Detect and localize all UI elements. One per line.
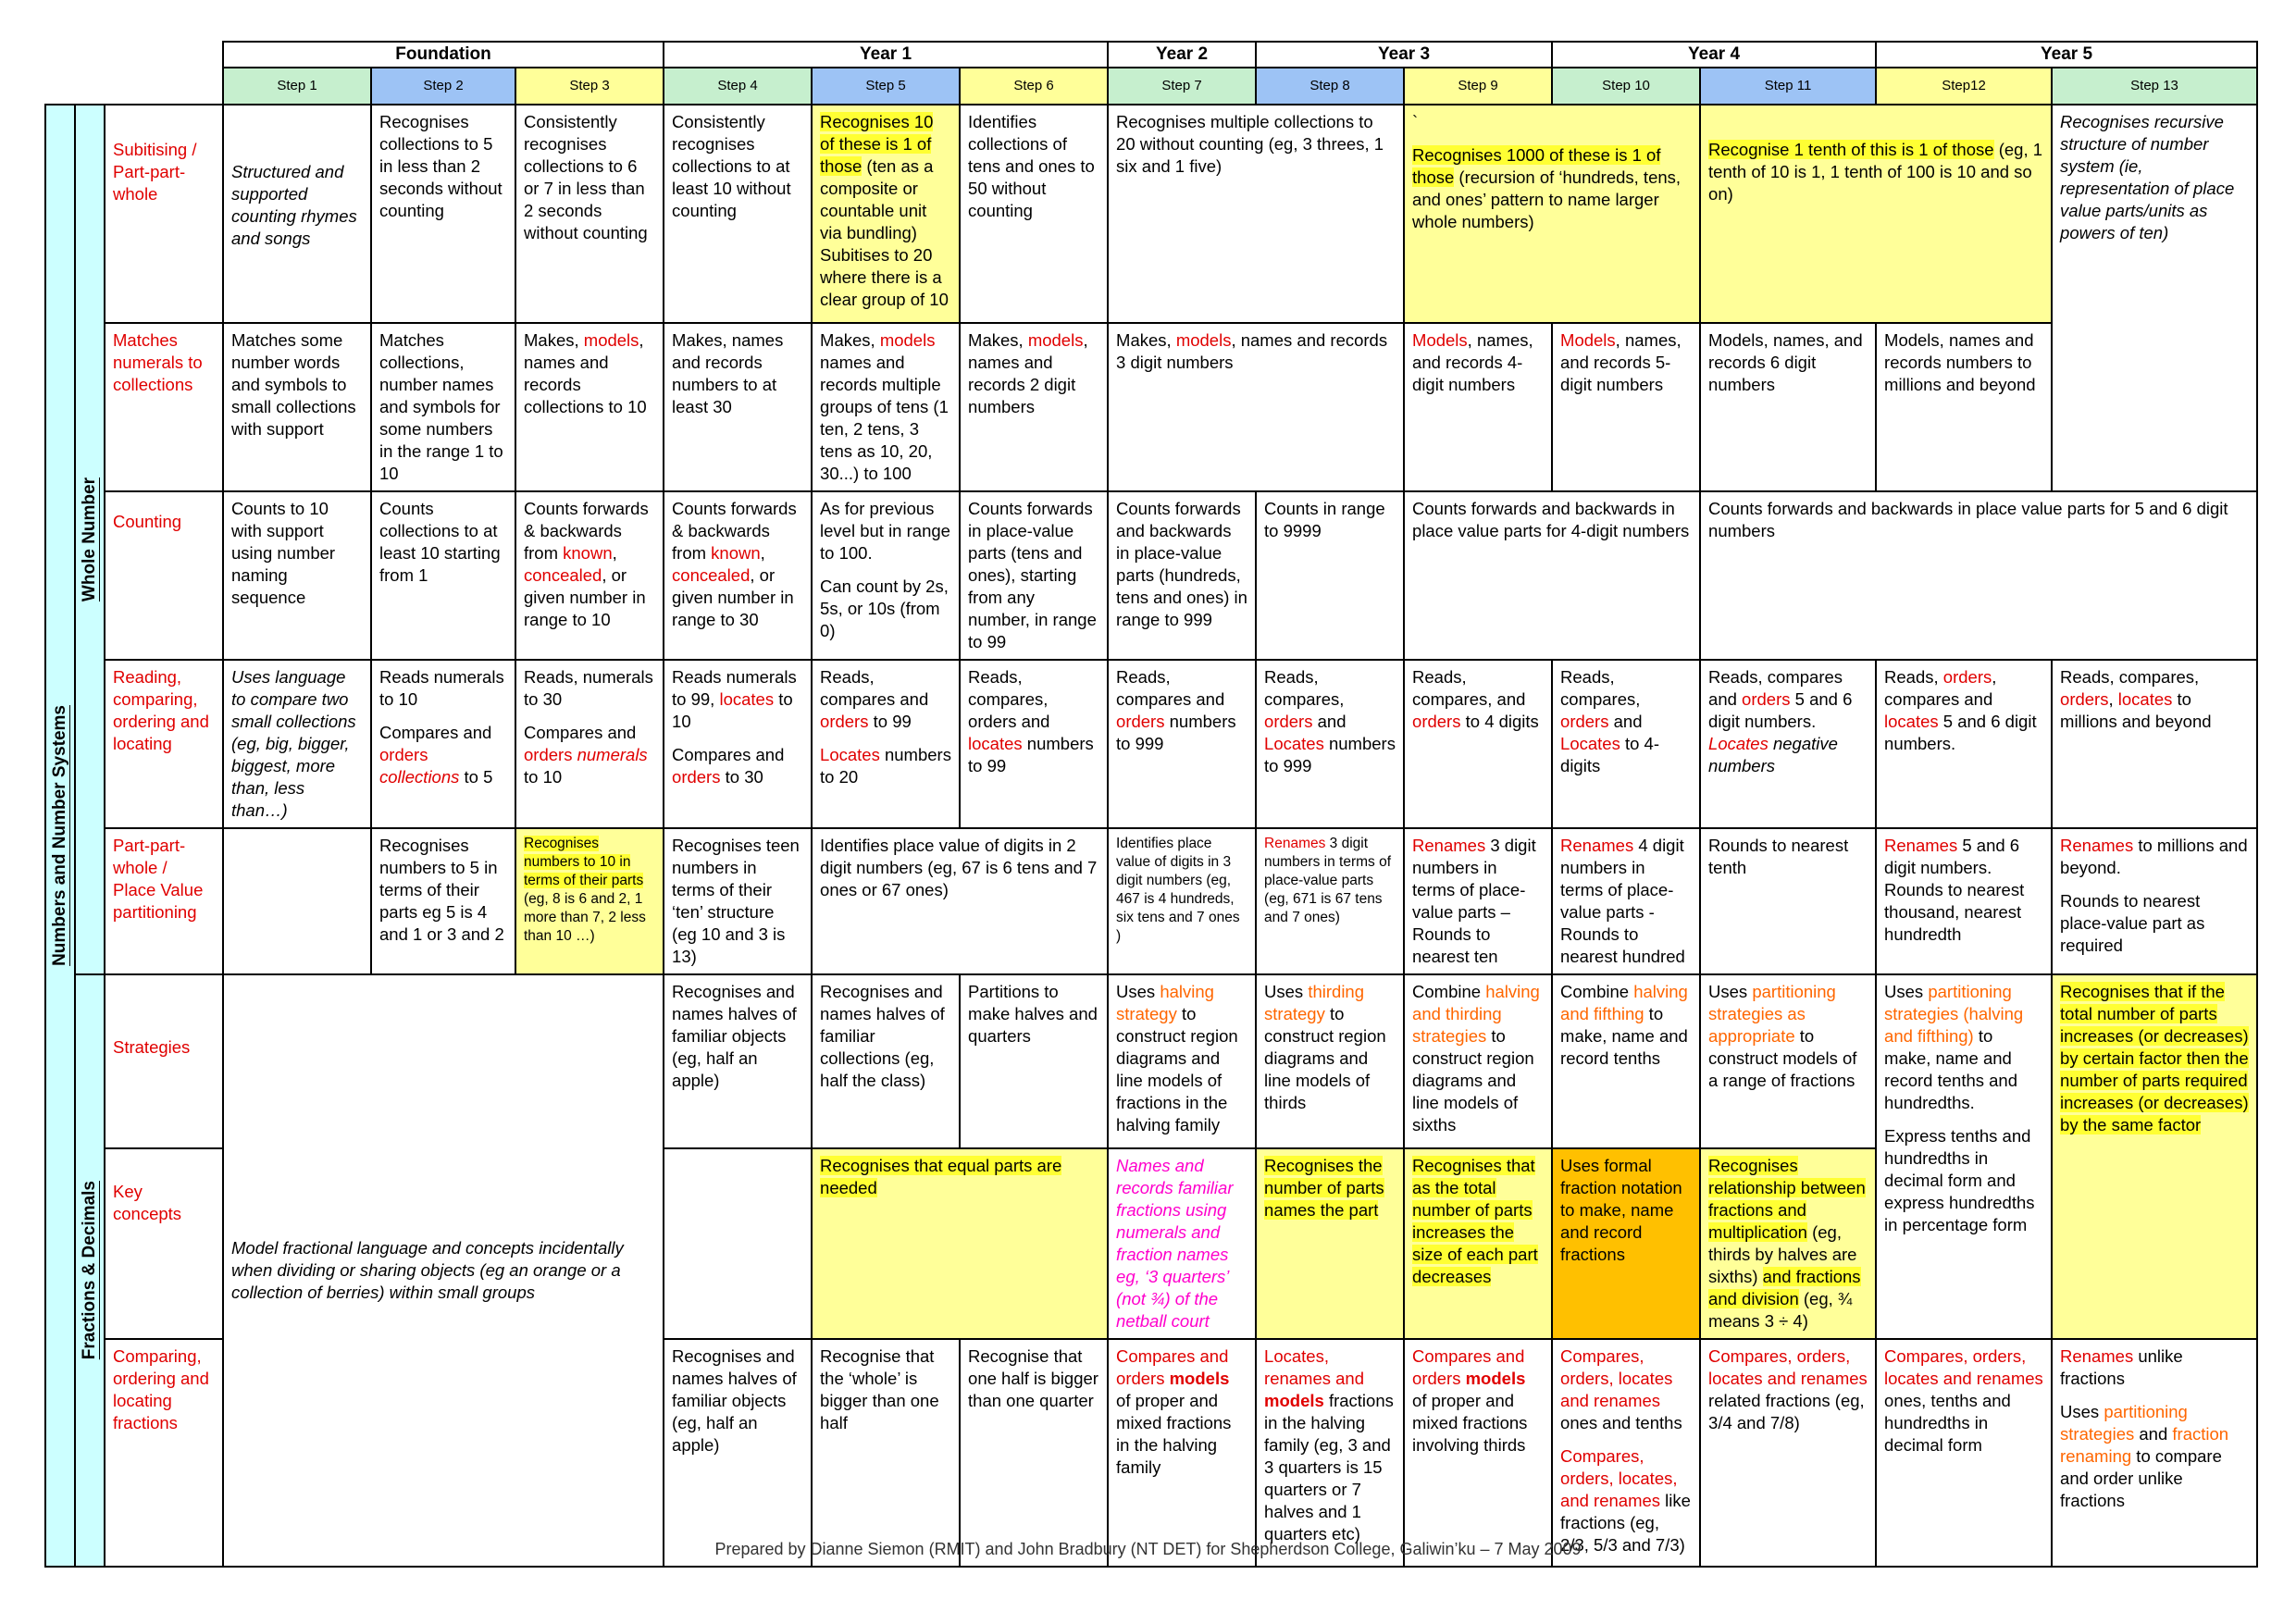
key-step9: Recognises that as the total number of parts increases the size of each part decreases [1404,1148,1552,1339]
strategies-step12: Uses partitioning strategies (halving and fifthing) to make, name and record tenths and hundredths. Express tenths and hundredths in decimal form and express hundredths in percentage form [1876,974,2052,1339]
strategies-step7: Uses halving strategy to construct region diagrams and line models of fractions in the halving family [1108,974,1256,1148]
reading-step9: Reads, compares, and orders to 4 digits [1404,660,1552,828]
strategies-step9: Combine halving and thirding strategies to construct region diagrams and line models of sixths [1404,974,1552,1148]
key-step5-6: Recognises that equal parts are needed [812,1148,1108,1339]
strategies-step11: Uses partitioning strategies as appropriate to construct models of a range of fractions [1700,974,1876,1148]
row-place-value [45,828,2257,974]
reading-step3: Reads, numerals to 30 Compares and orders numerals to 10 [515,660,664,828]
row-reading [45,660,2257,828]
step-11: Step 11 [1700,68,1876,105]
strategies-step6: Partitions to make halves and quarters [960,974,1108,1148]
subitising-step4: Consistently recognises collections to at least 10 without counting [664,105,812,323]
comparing-step4: Recognises and names halves of familiar objects (eg, half an apple) [664,1339,812,1567]
counting-step5: As for previous level but in range to 100. Can count by 2s, 5s, or 10s (from 0) [812,491,960,660]
reading-step2: Reads numerals to 10 Compares and orders collections to 5 [371,660,515,828]
ppw-step1 [223,828,371,974]
step-6: Step 6 [960,68,1108,105]
ppw-step11: Rounds to nearest tenth [1700,828,1876,974]
year-foundation: Foundation [223,42,664,68]
reading-step6: Reads, compares, orders and locates numbers to 99 [960,660,1108,828]
curriculum-matrix [44,41,2253,1568]
row-strategies [45,974,2257,1148]
counting-step1: Counts to 10 with support using number naming sequence [223,491,371,660]
row-subitising [45,105,2257,323]
reading-step8: Reads, compares, orders and Locates numbers to 999 [1256,660,1404,828]
matches-step5: Makes, models names and records multiple groups of tens (1 ten, 2 tens, 3 tens as 10, 20, 30...) to 100 [812,323,960,491]
sub-whole-number [75,105,105,974]
ppw-step9: Renames 3 digit numbers in terms of place-value parts – Rounds to nearest ten [1404,828,1552,974]
year-5: Year 5 [1876,42,2257,68]
ppw-step7: Identifies place value of digits in 3 digit numbers (eg, 467 is 4 hundreds, six tens and 7 ones ) [1108,828,1256,974]
footer-credit: Prepared by Dianne Siemon (RMIT) and John Bradbury (NT DET) for Shepherdson College, Galiwin’ku – 7 May 2009 [714,1540,1582,1558]
ppw-step13: Renames to millions and beyond. Rounds to nearest place-value part as required [2052,828,2257,974]
year-header-row [45,42,2257,68]
subitising-step1: Structured and supported counting rhymes and songs [223,105,371,323]
ppw-step5-6: Identifies place value of digits in 2 digit numbers (eg, 67 is 6 tens and 7 ones or 67 ones) [812,828,1108,974]
year-2: Year 2 [1108,42,1256,68]
ppw-step10: Renames 4 digit numbers in terms of place-value parts - Rounds to nearest hundred [1552,828,1700,974]
step-13: Step 13 [2052,68,2257,105]
sub-fractions [75,974,105,1567]
reading-step13: Reads, compares, orders, locates to millions and beyond [2052,660,2257,828]
strategies-step10: Combine halving and fifthing to make, name and record tenths [1552,974,1700,1148]
strategies-step5: Recognises and names halves of familiar collections (eg, half the class) [812,974,960,1148]
comparing-step11: Compares, orders, locates and renames related fractions (eg, 3/4 and 7/8) [1700,1339,1876,1567]
topic-place-value: Part-part-whole / Place Value partitioning [105,828,223,974]
topic-counting: Counting [105,491,223,660]
subitising-step5: Recognises 10 of these is 1 of those (ten as a composite or countable unit via bundling) Subitises to 20 where there is a clear group of 10 [812,105,960,323]
step-12: Step12 [1876,68,2052,105]
strand-label: Numbers and Number Systems [50,705,69,966]
counting-step7: Counts forwards and backwards in place-value parts (hundreds, tens and ones) in range to 999 [1108,491,1256,660]
reading-step5: Reads, compares and orders to 99 Locates numbers to 20 [812,660,960,828]
step-2: Step 2 [371,68,515,105]
strategies-step4: Recognises and names halves of familiar objects (eg, half an apple) [664,974,812,1148]
strategies-step13: Recognises that if the total number of parts increases (or decreases) by certain factor then the number of parts required increases (or decreases) by the same factor [2052,974,2257,1339]
subitising-step7-8: Recognises multiple collections to 20 without counting (eg, 3 threes, 1 six and 1 five) [1108,105,1404,323]
counting-step2: Counts collections to at least 10 starting from 1 [371,491,515,660]
topic-matches: Matches numerals to collections [105,323,223,491]
matches-step6: Makes, models, names and records 2 digit numbers [960,323,1108,491]
subitising-step3: Consistently recognises collections to 6 or 7 in less than 2 seconds without counting [515,105,664,323]
topic-reading: Reading, comparing, ordering and locating [105,660,223,828]
comparing-step7: Compares and orders models of proper and mixed fractions in the halving family [1108,1339,1256,1567]
comparing-step10: Compares, orders, locates and renames ones and tenths Compares, orders, locates, and renames like fractions (eg, 2/3, 5/3 and 7/3) [1552,1339,1700,1567]
matches-step12: Models, names and records numbers to millions and beyond [1876,323,2052,491]
matches-step3: Makes, models, names and records collections to 10 [515,323,664,491]
row-matches [45,323,2257,491]
ppw-step8: Renames 3 digit numbers in terms of place-value parts (eg, 671 is 67 tens and 7 ones) [1256,828,1404,974]
matches-step10: Models, names, and records 5-digit numbers [1552,323,1700,491]
counting-step6: Counts forwards in place-value parts (tens and ones), starting from any number, in range to 99 [960,491,1108,660]
step-4: Step 4 [664,68,812,105]
subitising-step9-10: ` Recognises 1000 of these is 1 of those (recursion of ‘hundreds, tens, and ones’ pattern to name larger whole numbers) [1404,105,1700,323]
subitising-step13: Recognises recursive structure of number system (ie, representation of place value parts/units as powers of ten) [2052,105,2257,491]
comparing-step12: Compares, orders, locates and renames ones, tenths and hundredths in decimal form [1876,1339,2052,1567]
topic-subitising: Subitising / Part-part-whole [105,105,223,323]
counting-step3: Counts forwards & backwards from known, concealed, or given number in range to 10 [515,491,664,660]
strategies-step8: Uses thirding strategy to construct region diagrams and line models of thirds [1256,974,1404,1148]
step-1: Step 1 [223,68,371,105]
strand-cell [45,105,75,1567]
step-10: Step 10 [1552,68,1700,105]
reading-step12: Reads, orders, compares and locates 5 and 6 digit numbers. [1876,660,2052,828]
reading-step7: Reads, compares and orders numbers to 999 [1108,660,1256,828]
key-step10: Uses formal fraction notation to make, name and record fractions [1552,1148,1700,1339]
ppw-step12: Renames 5 and 6 digit numbers. Rounds to nearest thousand, nearest hundredth [1876,828,2052,974]
step-header-row [45,68,2257,105]
key-step7: Names and records familiar fractions using numerals and fraction names eg, ‘3 quarters’ (not ¾) of the netball court [1108,1148,1256,1339]
sub-fractions-label: Fractions & Decimals [80,1181,99,1360]
comparing-step9: Compares and orders models of proper and mixed fractions involving thirds [1404,1339,1552,1567]
comparing-step6: Recognise that one half is bigger than one quarter [960,1339,1108,1567]
subitising-step11-12: Recognise 1 tenth of this is 1 of those (eg, 1 tenth of 10 is 1, 1 tenth of 100 is 10 and so on) [1700,105,2052,323]
ppw-step3: Recognises numbers to 10 in terms of their parts (eg, 8 is 6 and 2, 1 more than 7, 2 less than 10 …) [515,828,664,974]
step-9: Step 9 [1404,68,1552,105]
reading-step4: Reads numerals to 99, locates to 10 Compares and orders to 30 [664,660,812,828]
comparing-step8: Locates, renames and models fractions in the halving family (eg, 3 and 3 quarters is 15 quarters or 7 halves and 1 quarters etc) [1256,1339,1404,1567]
year-4: Year 4 [1552,42,1876,68]
comparing-step5: Recognise that the ‘whole’ is bigger than one half [812,1339,960,1567]
year-3: Year 3 [1256,42,1552,68]
ppw-step2: Recognises numbers to 5 in terms of their parts eg 5 is 4 and 1 or 3 and 2 [371,828,515,974]
step-5: Step 5 [812,68,960,105]
subitising-step2: Recognises collections to 5 in less than 2 seconds without counting [371,105,515,323]
key-step4 [664,1148,812,1339]
matches-step2: Matches collections, number names and symbols for some numbers in the range 1 to 10 [371,323,515,491]
counting-step4: Counts forwards & backwards from known, concealed, or given number in range to 30 [664,491,812,660]
year-1: Year 1 [664,42,1108,68]
counting-step11-13: Counts forwards and backwards in place value parts for 5 and 6 digit numbers [1700,491,2257,660]
step-8: Step 8 [1256,68,1404,105]
reading-step1: Uses language to compare two small collections (eg, big, bigger, biggest, more than, less than…) [223,660,371,828]
counting-step8: Counts in range to 9999 [1256,491,1404,660]
ppw-step4: Recognises teen numbers in terms of their ‘ten’ structure (eg 10 and 3 is 13) [664,828,812,974]
row-counting [45,491,2257,660]
key-step8: Recognises the number of parts names the part [1256,1148,1404,1339]
reading-step10: Reads, compares, orders and Locates to 4-digits [1552,660,1700,828]
matches-step11: Models, names, and records 6 digit numbers [1700,323,1876,491]
topic-comparing-fractions: Comparing, ordering and locating fractions [105,1339,223,1567]
counting-step9-10: Counts forwards and backwards in place value parts for 4-digit numbers [1404,491,1700,660]
curriculum-table [44,41,2258,1568]
matches-step1: Matches some number words and symbols to small collections with support [223,323,371,491]
topic-key-concepts: Key concepts [105,1148,223,1339]
topic-strategies: Strategies [105,974,223,1148]
step-3: Step 3 [515,68,664,105]
matches-step4: Makes, names and records numbers to at least 30 [664,323,812,491]
comparing-step13: Renames unlike fractions Uses partitioning strategies and fraction renaming to compare and order unlike fractions [2052,1339,2257,1567]
step-7: Step 7 [1108,68,1256,105]
matches-step7-8: Makes, models, names and records 3 digit numbers [1108,323,1404,491]
sub-whole-number-label: Whole Number [80,477,99,602]
key-step11: Recognises relationship between fractions and multiplication (eg, thirds by halves are sixths) and fractions and division (eg, ¾ means 3 ÷ 4) [1700,1148,1876,1339]
reading-step11: Reads, compares and orders 5 and 6 digit numbers. Locates negative numbers [1700,660,1876,828]
subitising-step6: Identifies collections of tens and ones to 50 without counting [960,105,1108,323]
fractions-step1-3: Model fractional language and concepts incidentally when dividing or sharing objects (eg an orange or a collection of berries) within small groups [223,974,664,1567]
matches-step9: Models, names, and records 4-digit numbers [1404,323,1552,491]
